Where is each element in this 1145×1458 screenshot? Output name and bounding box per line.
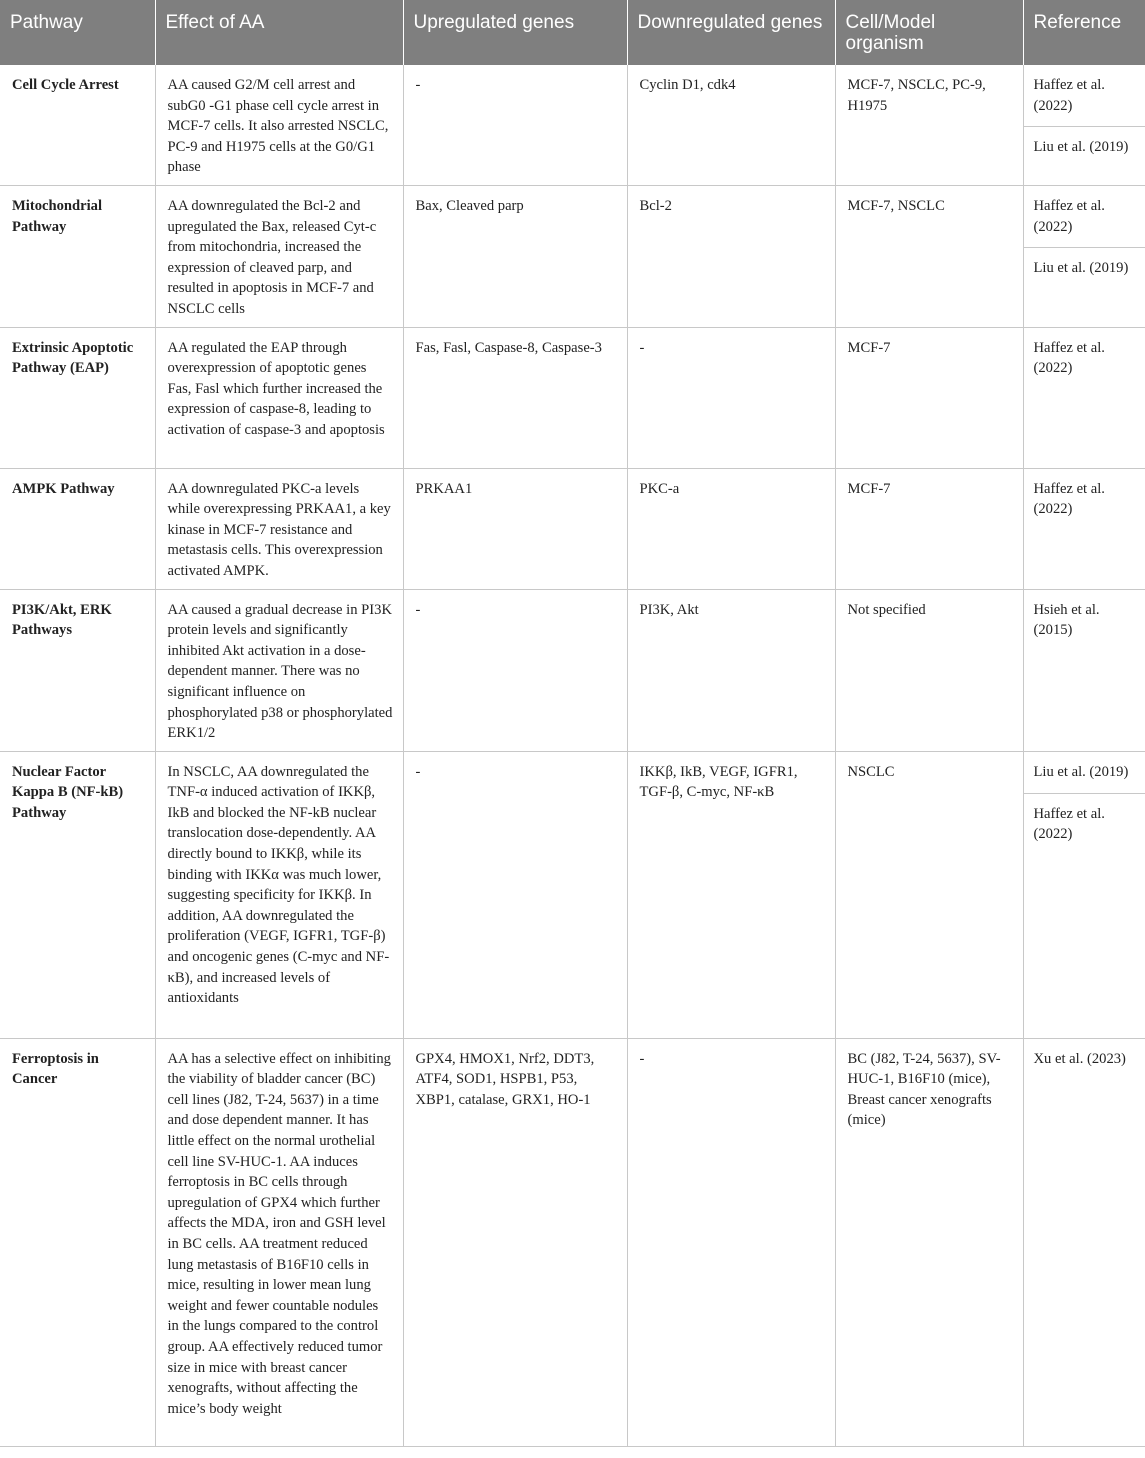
cell-downregulated: - [627,327,835,468]
reference-entry: Liu et al. (2019) [1033,259,1129,276]
cell-upregulated: - [403,65,627,185]
table-row [0,751,1145,1038]
reference-entry: Haffez et al. (2022) [1033,339,1105,377]
header-reference: Reference [1023,0,1145,65]
cell-reference [1023,1038,1145,1446]
cell-pathway: Ferroptosis in Cancer [0,1038,155,1446]
cell-pathway: Nuclear Factor Kappa B (NF-kB) Pathway [0,751,155,1038]
cell-upregulated: - [403,589,627,751]
cell-downregulated: Cyclin D1, cdk4 [627,65,835,185]
table-body [0,65,1145,1446]
table-row [0,327,1145,468]
cell-effect: AA regulated the EAP through overexpression of apoptotic genes Fas, Fasl which further increased the expression of caspase-8, leading to activation of caspase-3 and apoptosis [155,327,403,468]
cell-reference [1023,327,1145,468]
table-row [0,589,1145,751]
reference-entry: Liu et al. (2019) [1033,139,1129,155]
cell-effect: AA downregulated PKC-a levels while overexpressing PRKAA1, a key kinase in MCF-7 resistance and metastasis cells. This overexpression activated AMPK. [155,468,403,589]
reference-entry: Haffez et al. (2022) [1033,805,1105,843]
reference-entry: Haffez et al. (2022) [1024,186,1145,248]
cell-model: MCF-7, NSCLC, PC-9, H1975 [835,65,1023,185]
cell-reference [1023,185,1145,327]
cell-pathway: AMPK Pathway [0,468,155,589]
cell-effect: AA has a selective effect on inhibiting the viability of bladder cancer (BC) cell lines (J82, T-24, 5637) in a time and dose dependent manner. It has little effect on the normal urothelial cell line SV-HUC-1. AA induces ferroptosis in BC cells through upregulation of GPX4 which further affects the MDA, iron and GSH level in BC cells. AA treatment reduced lung metastasis of B16F10 cells in mice, resulting in lower mean lung weight and fewer countable nodules in the lungs compared to the control group. AA effectively reduced tumor size in mice with breast cancer xenografts, without affecting the mice’s body weight [155,1038,403,1446]
table-row [0,468,1145,589]
header-effect: Effect of AA [155,0,403,65]
table-row [0,185,1145,327]
cell-upregulated: - [403,751,627,1038]
cell-pathway: Mitochondrial Pathway [0,185,155,327]
cell-model: BC (J82, T-24, 5637), SV-HUC-1, B16F10 (mice), Breast cancer xenografts (mice) [835,1038,1023,1446]
header-row [0,0,1145,65]
header-upregulated: Upregulated genes [403,0,627,65]
cell-model: MCF-7 [835,468,1023,589]
reference-entry: Xu et al. (2023) [1033,1050,1126,1067]
reference-entry: Haffez et al. (2022) [1024,65,1145,127]
cell-upregulated: GPX4, HMOX1, Nrf2, DDT3, ATF4, SOD1, HSPB1, P53, XBP1, catalase, GRX1, HO-1 [403,1038,627,1446]
cell-downregulated: PKC-a [627,468,835,589]
cell-downregulated: PI3K, Akt [627,589,835,751]
cell-effect: In NSCLC, AA downregulated the TNF-α induced activation of IKKβ, IkB and blocked the NF-kB nuclear translocation dose-dependently. AA directly bound to IKKβ, while its binding with IKKα was much lower, suggesting specificity for IKKβ. In addition, AA downregulated the proliferation (VEGF, IGFR1, TGF-β) and oncogenic genes (C-myc and NF-κB), and increased levels of antioxidants [155,751,403,1038]
cell-upregulated: Bax, Cleaved parp [403,185,627,327]
cell-reference [1023,751,1145,1038]
reference-entry: Haffez et al. (2022) [1033,480,1105,518]
cell-reference [1023,589,1145,751]
reference-entry: Liu et al. (2019) [1024,752,1145,794]
cell-pathway: Cell Cycle Arrest [0,65,155,185]
cell-downregulated: - [627,1038,835,1446]
cell-pathway: Extrinsic Apoptotic Pathway (EAP) [0,327,155,468]
header-downregulated: Downregulated genes [627,0,835,65]
reference-entry: Hsieh et al. (2015) [1033,601,1100,639]
cell-model: NSCLC [835,751,1023,1038]
cell-model: Not specified [835,589,1023,751]
cell-pathway: PI3K/Akt, ERK Pathways [0,589,155,751]
cell-reference [1023,65,1145,185]
cell-upregulated: PRKAA1 [403,468,627,589]
cell-model: MCF-7, NSCLC [835,185,1023,327]
table-row [0,65,1145,185]
cell-model: MCF-7 [835,327,1023,468]
header-model: Cell/Model organism [835,0,1023,65]
cell-effect: AA caused a gradual decrease in PI3K protein levels and significantly inhibited Akt activation in a dose-dependent manner. There was no significant influence on phosphorylated p38 or phosphorylated ERK1/2 [155,589,403,751]
header-pathway: Pathway [0,0,155,65]
cell-downregulated: Bcl-2 [627,185,835,327]
table-row [0,1038,1145,1446]
cell-downregulated: IKKβ, IkB, VEGF, IGFR1, TGF-β, C-myc, NF-κB [627,751,835,1038]
cell-effect: AA caused G2/M cell arrest and subG0 -G1 phase cell cycle arrest in MCF-7 cells. It also arrested NSCLC, PC-9 and H1975 cells at the G0/G1 phase [155,65,403,185]
table-header [0,0,1145,65]
cell-reference [1023,468,1145,589]
cell-effect: AA downregulated the Bcl-2 and upregulated the Bax, released Cyt-c from mitochondria, increased the expression of cleaved parp, and resulted in apoptosis in MCF-7 and NSCLC cells [155,185,403,327]
cell-upregulated: Fas, Fasl, Caspase-8, Caspase-3 [403,327,627,468]
